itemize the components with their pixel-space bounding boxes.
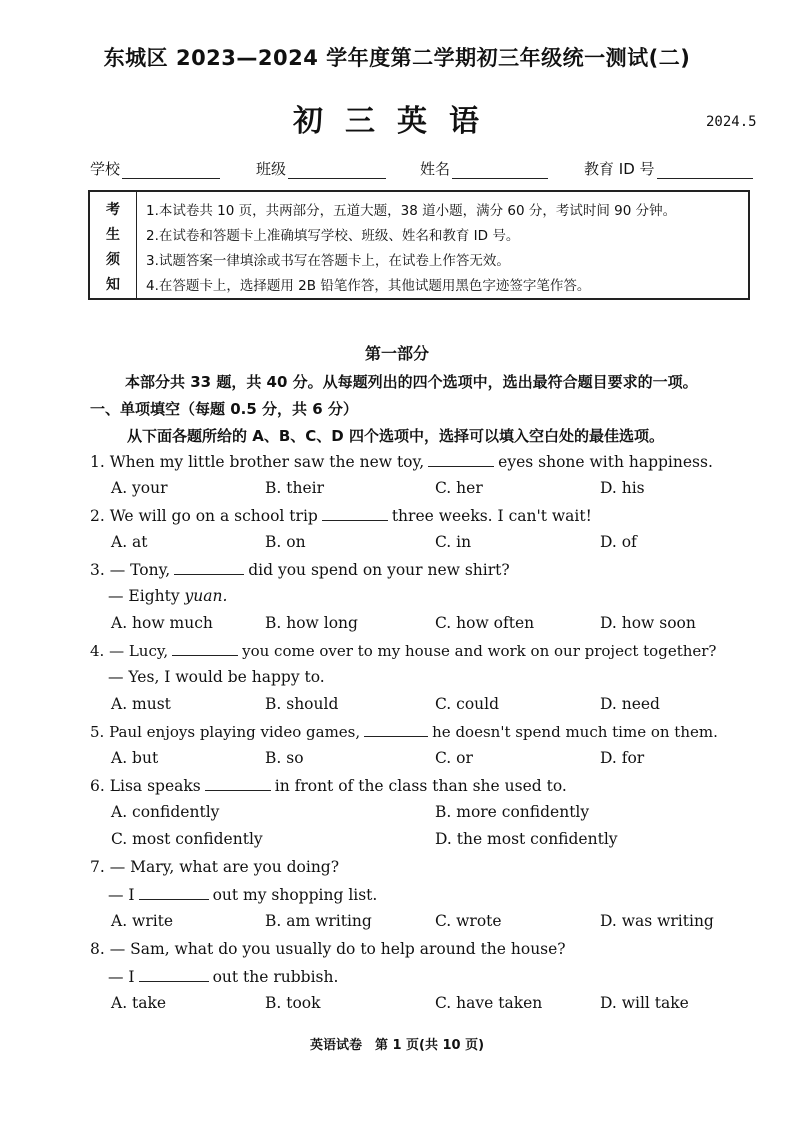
option-b[interactable]: B. on bbox=[265, 533, 306, 551]
edu-id-field[interactable] bbox=[584, 158, 753, 179]
student-info-fields bbox=[90, 158, 750, 184]
question-2 bbox=[90, 506, 592, 525]
option-a[interactable]: A. write bbox=[111, 912, 174, 930]
exam-notice-box bbox=[88, 190, 750, 300]
name-label: 姓名 bbox=[420, 160, 451, 178]
notice-label-char: 须 bbox=[106, 252, 120, 268]
notice-label-char: 考 bbox=[106, 202, 120, 218]
question-reply: — Yes, I would be happy to. bbox=[108, 668, 325, 686]
school-label: 学校 bbox=[90, 160, 121, 178]
notice-item: 3.试题答案一律填涂或书写在答题卡上，在试卷上作答无效。 bbox=[146, 253, 510, 269]
answer-blank[interactable] bbox=[174, 560, 244, 575]
option-a[interactable]: A. take bbox=[111, 994, 167, 1012]
subject-title: 初三英语 bbox=[293, 104, 501, 139]
question-stem: 2. We will go on a school trip bbox=[90, 507, 318, 525]
exam-title: 东城区 2023—2024 学年度第二学期初三年级统一测试(二) bbox=[103, 46, 691, 70]
question-stem: he doesn't spend much time on them. bbox=[432, 723, 718, 741]
option-d[interactable]: D. his bbox=[600, 479, 645, 497]
notice-label-char: 生 bbox=[106, 227, 120, 243]
option-c[interactable]: C. in bbox=[435, 533, 472, 551]
option-d[interactable]: D. need bbox=[600, 695, 660, 713]
name-field[interactable] bbox=[420, 158, 548, 179]
option-c[interactable]: C. most confidently bbox=[111, 830, 263, 848]
reply-text: — Eighty bbox=[108, 587, 180, 605]
option-a[interactable]: A. how much bbox=[111, 614, 213, 632]
option-c[interactable]: C. or bbox=[435, 749, 473, 767]
school-line bbox=[122, 162, 220, 179]
question-8: 8. — Sam, what do you usually do to help around the house? bbox=[90, 940, 566, 958]
question-5 bbox=[90, 722, 718, 741]
question-stem: 3. — Tony, bbox=[90, 561, 171, 579]
question-stem: in front of the class than she used to. bbox=[274, 777, 567, 795]
answer-blank[interactable] bbox=[139, 885, 209, 900]
question-reply bbox=[108, 885, 377, 904]
option-b[interactable]: B. should bbox=[265, 695, 339, 713]
option-c[interactable]: C. could bbox=[435, 695, 500, 713]
question-stem: 4. — Lucy, bbox=[90, 642, 169, 660]
question-stem: 5. Paul enjoys playing video games, bbox=[90, 723, 361, 741]
option-a[interactable]: A. confidently bbox=[111, 803, 220, 821]
option-d[interactable]: D. for bbox=[600, 749, 645, 767]
section-instruction: 从下面各题所给的 A、B、C、D 四个选项中，选择可以填入空白处的最佳选项。 bbox=[127, 427, 664, 445]
reply-text: out my shopping list. bbox=[212, 886, 378, 904]
question-reply bbox=[108, 587, 227, 605]
school-field[interactable] bbox=[90, 158, 220, 179]
option-a[interactable]: A. must bbox=[111, 695, 171, 713]
part-title: 第一部分 bbox=[364, 344, 429, 363]
reply-italic: yuan. bbox=[184, 587, 228, 605]
answer-blank[interactable] bbox=[428, 452, 494, 467]
class-label: 班级 bbox=[256, 160, 287, 178]
option-b[interactable]: B. more confidently bbox=[435, 803, 590, 821]
name-line bbox=[452, 162, 548, 179]
option-a[interactable]: A. at bbox=[111, 533, 148, 551]
option-b[interactable]: B. took bbox=[265, 994, 321, 1012]
reply-text: — I bbox=[108, 886, 135, 904]
edu-id-line bbox=[657, 162, 753, 179]
question-stem: you come over to my house and work on our project together? bbox=[242, 642, 717, 660]
answer-blank[interactable] bbox=[364, 722, 428, 737]
notice-item: 4.在答题卡上，选择题用 2B 铅笔作答，其他试题用黑色字迹签字笔作答。 bbox=[146, 278, 591, 294]
section-title: 一、单项填空（每题 0.5 分，共 6 分） bbox=[90, 400, 358, 418]
option-b[interactable]: B. so bbox=[265, 749, 304, 767]
question-1 bbox=[90, 452, 713, 471]
answer-blank[interactable] bbox=[172, 641, 238, 656]
question-stem: three weeks. I can't wait! bbox=[391, 507, 592, 525]
question-stem: eyes shone with happiness. bbox=[498, 453, 713, 471]
question-4 bbox=[90, 641, 716, 660]
question-stem: 1. When my little brother saw the new toy, bbox=[90, 453, 425, 471]
exam-date: 2024.5 bbox=[706, 114, 757, 130]
reply-text: — I bbox=[108, 968, 135, 986]
question-7: 7. — Mary, what are you doing? bbox=[90, 858, 340, 876]
question-stem: did you spend on your new shirt? bbox=[248, 561, 510, 579]
class-line bbox=[288, 162, 386, 179]
question-stem: 6. Lisa speaks bbox=[90, 777, 201, 795]
option-c[interactable]: C. have taken bbox=[435, 994, 543, 1012]
option-a[interactable]: A. but bbox=[111, 749, 159, 767]
question-3 bbox=[90, 560, 510, 579]
answer-blank[interactable] bbox=[322, 506, 388, 521]
option-d[interactable]: D. was writing bbox=[600, 912, 714, 930]
option-d[interactable]: D. will take bbox=[600, 994, 689, 1012]
option-d[interactable]: D. of bbox=[600, 533, 637, 551]
reply-text: out the rubbish. bbox=[212, 968, 339, 986]
class-field[interactable] bbox=[256, 158, 386, 179]
notice-label-column bbox=[90, 192, 137, 298]
page-footer: 英语试卷 第 1 页(共 10 页) bbox=[309, 1038, 485, 1053]
option-b[interactable]: B. their bbox=[265, 479, 324, 497]
option-c[interactable]: C. how often bbox=[435, 614, 535, 632]
option-b[interactable]: B. am writing bbox=[265, 912, 372, 930]
part-intro: 本部分共 33 题，共 40 分。从每题列出的四个选项中，选出最符合题目要求的一项。 bbox=[125, 373, 698, 391]
notice-item: 2.在试卷和答题卡上准确填写学校、班级、姓名和教育 ID 号。 bbox=[146, 228, 520, 244]
notice-label-char: 知 bbox=[106, 277, 120, 293]
answer-blank[interactable] bbox=[205, 776, 271, 791]
edu-id-label: 教育 ID 号 bbox=[584, 160, 655, 178]
question-6 bbox=[90, 776, 567, 795]
option-d[interactable]: D. how soon bbox=[600, 614, 696, 632]
option-d[interactable]: D. the most confidently bbox=[435, 830, 618, 848]
option-a[interactable]: A. your bbox=[111, 479, 168, 497]
option-c[interactable]: C. wrote bbox=[435, 912, 502, 930]
question-reply bbox=[108, 967, 338, 986]
option-c[interactable]: C. her bbox=[435, 479, 483, 497]
answer-blank[interactable] bbox=[139, 967, 209, 982]
option-b[interactable]: B. how long bbox=[265, 614, 358, 632]
notice-item: 1.本试卷共 10 页，共两部分，五道大题，38 道小题，满分 60 分，考试时间 90 分钟。 bbox=[146, 203, 677, 219]
